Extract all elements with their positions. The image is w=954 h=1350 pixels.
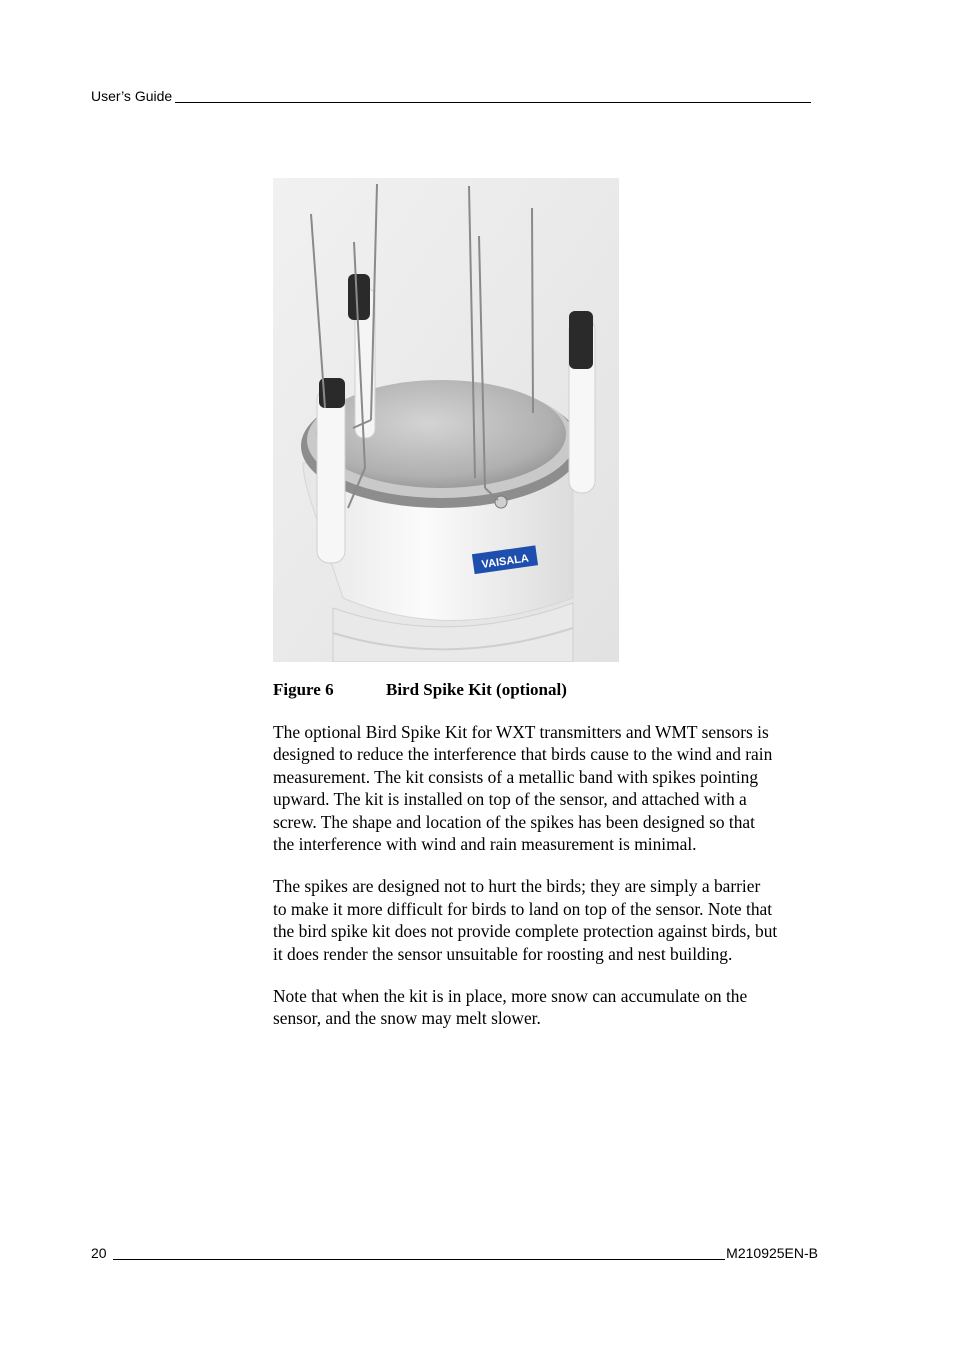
logo-text: VAISALA — [480, 552, 530, 571]
header-title: User’s Guide — [91, 88, 173, 104]
text-line: sensor, and the snow may melt slower. — [273, 1008, 541, 1029]
page-header — [91, 87, 811, 105]
doc-code: M210925EN-B — [726, 1245, 818, 1261]
bird-spike-kit-photo — [273, 178, 619, 662]
figure-number: Figure 6 — [273, 680, 334, 699]
text-line: upward. The kit is installed on top of the sensor, and attached with a — [273, 789, 747, 810]
text-line: measurement. The kit consists of a metallic band with spikes pointing — [273, 766, 759, 787]
page-footer — [91, 1244, 818, 1262]
body-text — [273, 721, 819, 1050]
footer-rule — [113, 1245, 726, 1260]
paragraph-2 — [273, 875, 819, 965]
paragraph-3 — [273, 985, 819, 1030]
text-line: Note that when the kit is in place, more snow can accumulate on the — [273, 986, 748, 1007]
header-rule — [175, 88, 811, 103]
text-line: the bird spike kit does not provide complete protection against birds, but — [273, 921, 778, 942]
text-line: it does render the sensor unsuitable for roosting and nest building. — [273, 943, 733, 964]
figure-title: Bird Spike Kit (optional) — [386, 680, 567, 699]
text-line: The spikes are designed not to hurt the birds; they are simply a barrier — [273, 876, 761, 897]
figure-caption — [273, 679, 567, 701]
text-line: the interference with wind and rain measurement is minimal. — [273, 834, 697, 855]
text-line: The optional Bird Spike Kit for WXT transmitters and WMT sensors is — [273, 722, 769, 742]
page-number: 20 — [91, 1245, 107, 1261]
text-line: to make it more difficult for birds to land on top of the sensor. Note that — [273, 898, 773, 919]
paragraph-1 — [273, 721, 819, 855]
text-line: designed to reduce the interference that birds cause to the wind and rain — [273, 744, 773, 765]
text-line: screw. The shape and location of the spikes has been designed so that — [273, 811, 755, 832]
